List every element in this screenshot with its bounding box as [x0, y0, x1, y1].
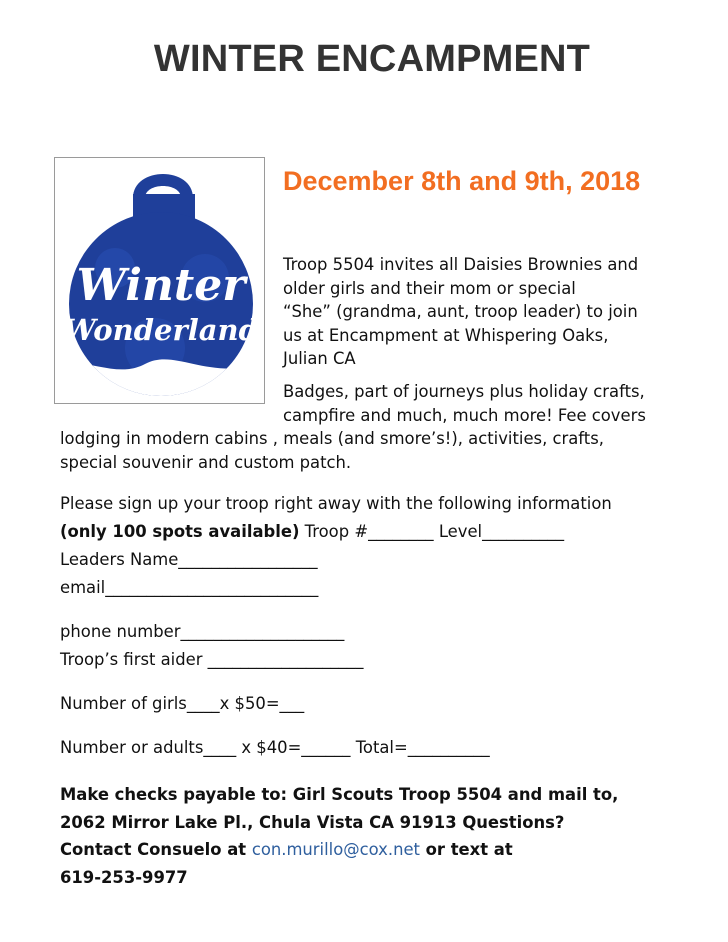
payment-instructions — [60, 781, 700, 891]
contact-text: Contact Consuelo at — [60, 840, 252, 859]
intro-line: Troop 5504 invites all Daisies Brownies and — [283, 255, 639, 274]
details-line: Badges, part of journeys plus holiday crafts, — [283, 382, 645, 401]
intro-line: “She” (grandma, aunt, troop leader) to join — [283, 302, 638, 321]
girls-count-field: Number of girls____x $50=___ — [60, 694, 305, 713]
details-paragraph — [60, 380, 700, 474]
logo-word-winter: Winter — [76, 260, 246, 311]
page-title: WINTER ENCAMPMENT — [153, 38, 591, 80]
troop-level-field: Troop #________ Level__________ — [299, 522, 565, 541]
phone-number: 619-253-9977 — [60, 867, 188, 887]
logo-word-wonderland: Wonderland — [63, 313, 259, 347]
signup-troop-row — [60, 521, 564, 543]
signup-intro: Please sign up your troop right away with the following information — [60, 494, 612, 513]
intro-line: Julian CA — [283, 349, 356, 368]
intro-line: older girls and their mom or special — [283, 278, 576, 298]
contact-email-link[interactable]: con.murillo@cox.net — [251, 840, 420, 859]
winter-wonderland-logo — [54, 157, 265, 404]
adults-count-field: Number or adults____ x $40=______ Total=__________ — [60, 738, 490, 757]
phone-field: phone number____________________ — [60, 622, 345, 641]
details-line: special souvenir and custom patch. — [60, 452, 352, 472]
text-note: or text at — [419, 840, 513, 859]
leaders-name-field: Leaders Name_________________ — [60, 550, 318, 569]
event-date: December 8th and 9th, 2018 — [283, 166, 641, 196]
details-line: campfire and much, much more! Fee covers — [283, 405, 646, 425]
spots-note: (only 100 spots available) — [60, 522, 300, 541]
intro-line: us at Encampment at Whispering Oaks, — [283, 325, 609, 345]
payment-line: Make checks payable to: Girl Scouts Troop 5504 and mail to, — [60, 785, 619, 804]
payment-line — [60, 836, 700, 864]
email-field: email__________________________ — [60, 578, 319, 597]
ornament-icon — [55, 158, 264, 403]
payment-line: 2062 Mirror Lake Pl., Chula Vista CA 91913 Questions? — [60, 812, 565, 832]
first-aider-field: Troop’s first aider ___________________ — [60, 650, 364, 669]
details-line: lodging in modern cabins , meals (and smore’s!), activities, crafts, — [60, 429, 604, 448]
intro-paragraph — [283, 253, 703, 371]
